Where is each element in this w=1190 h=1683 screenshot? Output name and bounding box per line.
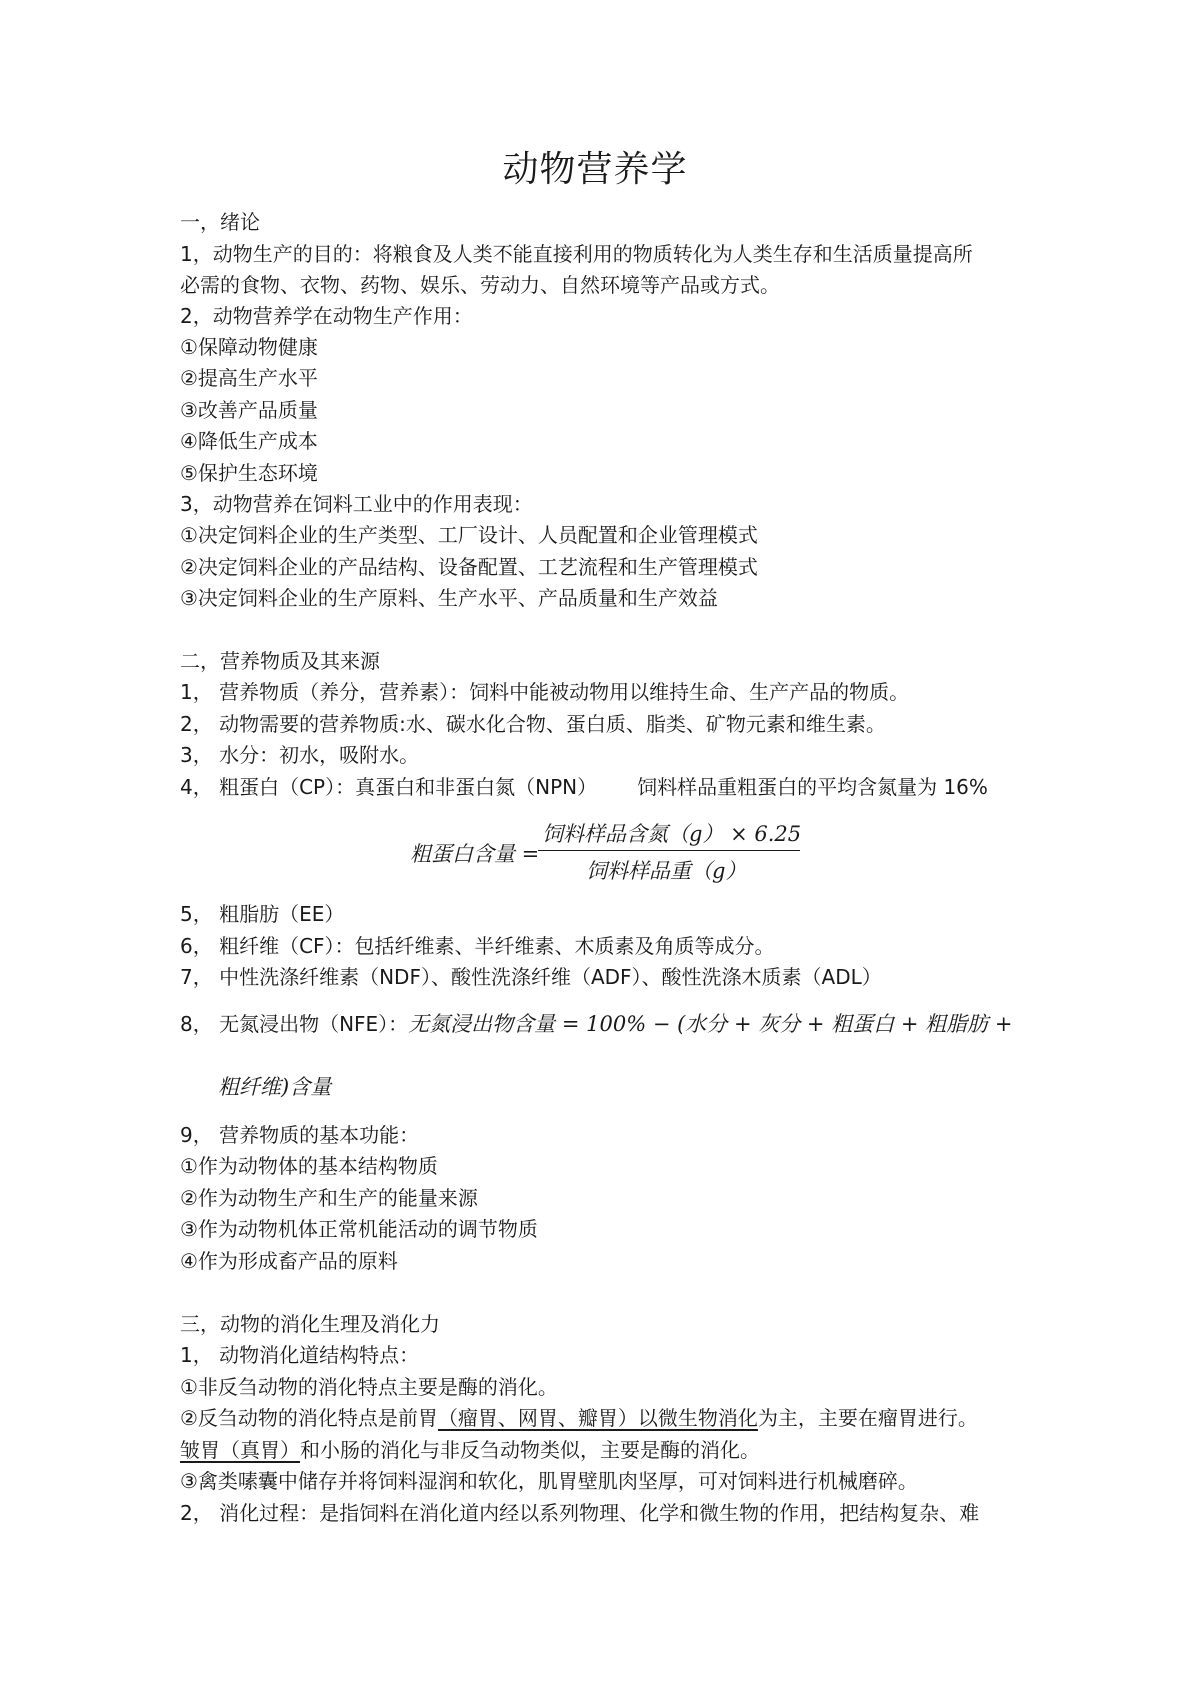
list-item: ②决定饲料企业的产品结构、设备配置、工艺流程和生产管理模式 xyxy=(180,555,758,579)
nfe-formula-continued: 粗纤维)含量 xyxy=(218,1075,332,1099)
list-item: ⑤保护生态环境 xyxy=(180,461,318,485)
list-item xyxy=(180,1010,1012,1038)
paragraph: 2，动物营养学在动物生产作用： xyxy=(180,304,473,328)
list-item: ②作为动物生产和生产的能量来源 xyxy=(180,1186,478,1210)
list-item: ④作为形成畜产品的原料 xyxy=(180,1249,398,1273)
section-heading: 三，动物的消化生理及消化力 xyxy=(180,1312,440,1336)
nfe-label: 8， 无氮浸出物（NFE）： xyxy=(180,1012,409,1036)
list-item: 1， 营养物质（养分，营养素）：饲料中能被动物用以维持生命、生产产品的物质。 xyxy=(180,680,910,704)
paragraph: ①非反刍动物的消化特点主要是酶的消化。 xyxy=(180,1375,558,1399)
fraction-bar xyxy=(538,850,800,851)
paragraph: ③禽类嗉囊中储存并将饲料湿润和软化，肌胃壁肌肉坚厚，可对饲料进行机械磨碎。 xyxy=(180,1469,918,1493)
list-item: 2， 动物需要的营养物质:水、碳水化合物、蛋白质、脂类、矿物元素和维生素。 xyxy=(180,712,886,736)
list-item: 5， 粗脂肪（EE） xyxy=(180,902,345,926)
text-run: 为主，主要在瘤胃进行。 xyxy=(757,1406,978,1430)
formula-lhs: 粗蛋白含量 = xyxy=(410,842,540,866)
list-item: 2， 消化过程：是指饲料在消化道内经以系列物理、化学和微生物的作用，把结构复杂、难 xyxy=(180,1501,980,1525)
section-heading: 二，营养物质及其来源 xyxy=(180,649,380,673)
list-item: ①保障动物健康 xyxy=(180,335,318,359)
paragraph: 必需的食物、衣物、药物、娱乐、劳动力、自然环境等产品或方式。 xyxy=(180,273,780,297)
list-item: 9， 营养物质的基本功能： xyxy=(180,1123,420,1147)
page-title: 动物营养学 xyxy=(502,149,688,190)
list-item: ④降低生产成本 xyxy=(180,429,318,453)
list-item: ②提高生产水平 xyxy=(180,366,318,390)
list-item: ①决定饲料企业的生产类型、工厂设计、人员配置和企业管理模式 xyxy=(180,523,758,547)
list-item: ③决定饲料企业的生产原料、生产水平、产品质量和生产效益 xyxy=(180,586,718,610)
formula-denominator: 饲料样品重（g） xyxy=(586,859,747,883)
nfe-formula: 无氮浸出物含量 = 100% − (水分 + 灰分 + 粗蛋白 + 粗脂肪 + xyxy=(408,1012,1013,1036)
section-heading: 一，绪论 xyxy=(180,210,260,234)
list-item: ③作为动物机体正常机能活动的调节物质 xyxy=(180,1217,538,1241)
text-run: 和小肠的消化与非反刍动物类似，主要是酶的消化。 xyxy=(300,1438,760,1462)
list-item: 6， 粗纤维（CF）：包括纤维素、半纤维素、木质素及角质等成分。 xyxy=(180,934,775,958)
list-item: ①作为动物体的基本结构物质 xyxy=(180,1154,438,1178)
underlined-text: 皱胃（真胃） xyxy=(180,1438,300,1462)
list-item: 3， 水分：初水，吸附水。 xyxy=(180,743,420,767)
cp-definition: 4， 粗蛋白（CP）：真蛋白和非蛋白氮（NPN） xyxy=(180,775,598,799)
paragraph xyxy=(180,1404,978,1432)
list-item: 1， 动物消化道结构特点： xyxy=(180,1343,420,1367)
cp-nitrogen-note: 饲料样品重粗蛋白的平均含氮量为 16% xyxy=(637,775,988,799)
list-item: 7， 中性洗涤纤维素（NDF）、酸性洗涤纤维（ADF）、酸性洗涤木质素（ADL） xyxy=(180,965,882,989)
text-run: ②反刍动物的消化特点是前胃 xyxy=(180,1406,438,1430)
underlined-text: （瘤胃、网胃、瓣胃）以微生物消化 xyxy=(437,1406,758,1430)
paragraph xyxy=(180,1436,760,1464)
list-item: ③改善产品质量 xyxy=(180,398,318,422)
list-item xyxy=(180,773,988,801)
paragraph: 1，动物生产的目的：将粮食及人类不能直接利用的物质转化为人类生存和生活质量提高所 xyxy=(180,242,973,266)
formula-numerator: 饲料样品含氮（g） × 6.25 xyxy=(542,822,802,846)
paragraph: 3，动物营养在饲料工业中的作用表现： xyxy=(180,492,533,516)
